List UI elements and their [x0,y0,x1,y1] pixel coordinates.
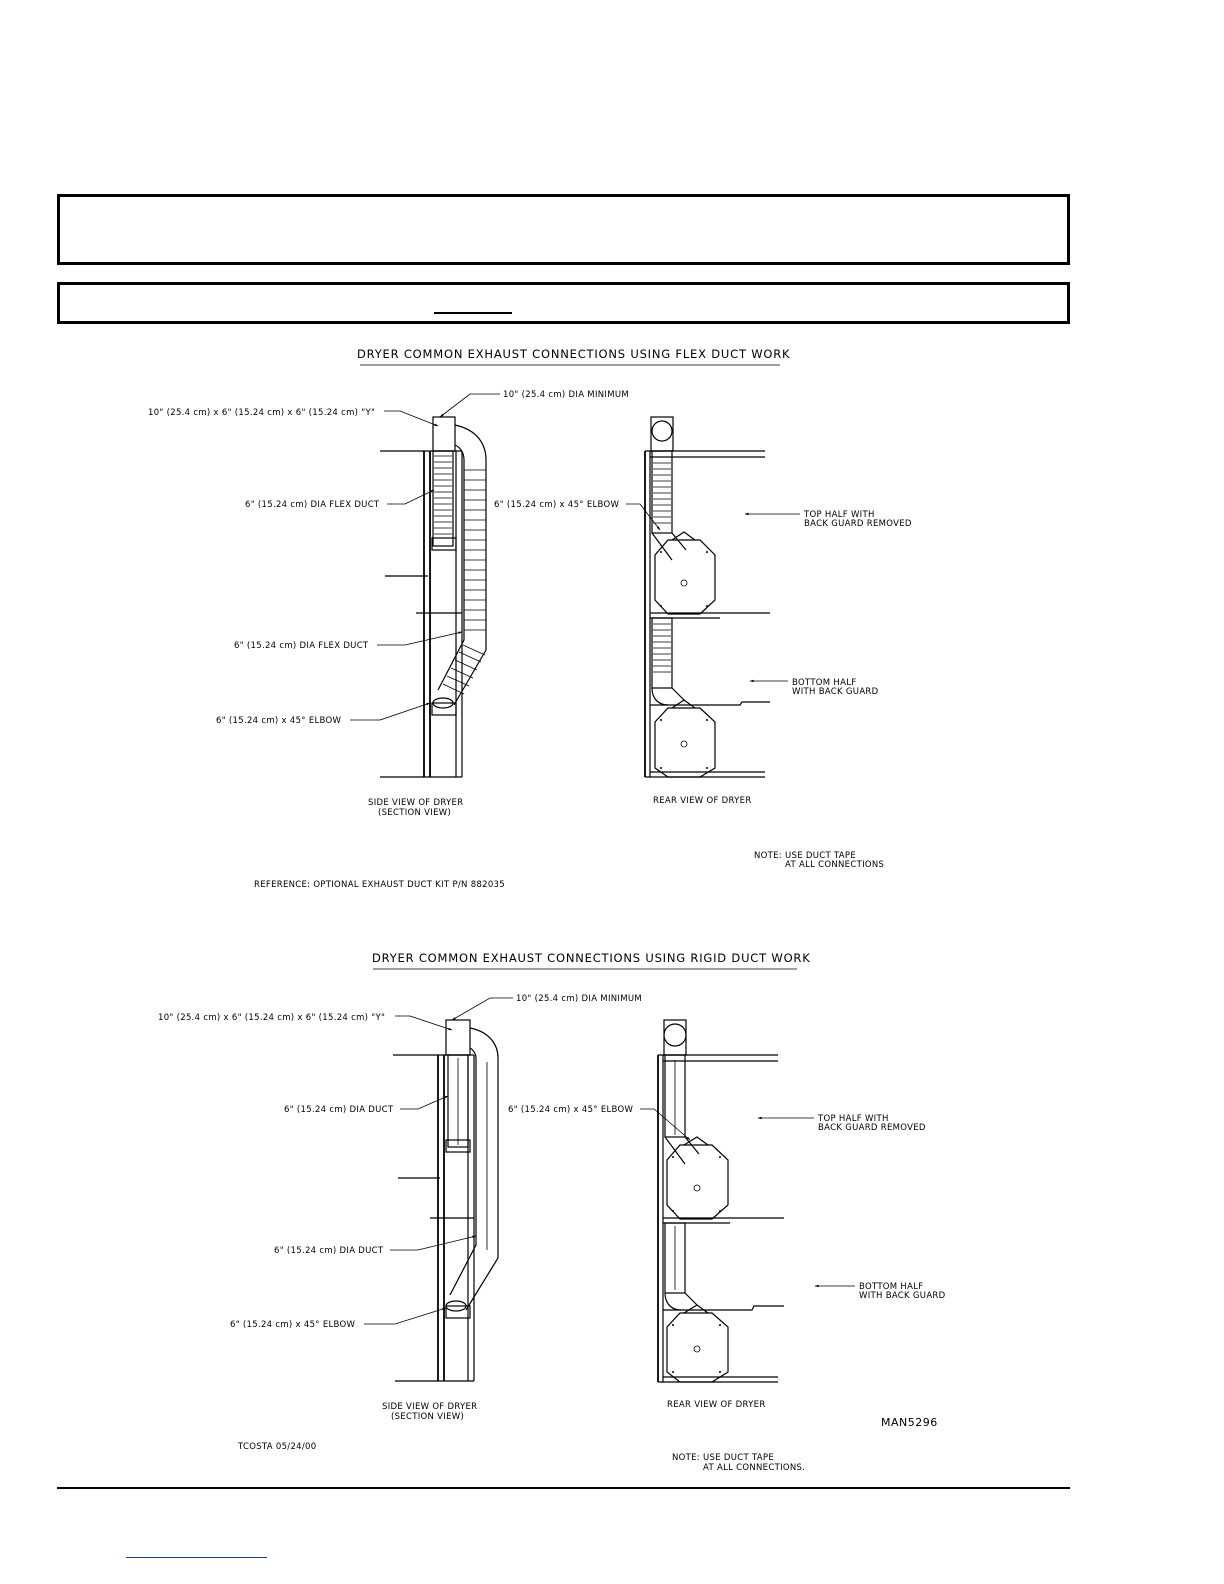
flex-y-fitting-label: 10" (25.4 cm) x 6" (15.24 cm) x 6" (15.24 cm) "Y" [148,408,376,418]
rigid-duct-lower-label: 6" (15.24 cm) DIA DUCT [274,1246,384,1256]
rigid-diagram [158,951,946,1473]
flex-duct-lower-label: 6" (15.24 cm) DIA FLEX DUCT [234,641,369,651]
rigid-section-view-label: (SECTION VIEW) [391,1412,465,1422]
flex-title: DRYER COMMON EXHAUST CONNECTIONS USING FLEX DUCT WORK [357,347,791,361]
rigid-note-line2: AT ALL CONNECTIONS. [703,1463,806,1473]
flex-note-line1: NOTE: USE DUCT TAPE [754,851,857,861]
flex-duct-upper-label: 6" (15.24 cm) DIA FLEX DUCT [245,500,380,510]
flex-back-guard-removed-label: BACK GUARD REMOVED [804,519,912,529]
flex-diagram [148,347,912,890]
flex-elbow-rear-label: 6" (15.24 cm) x 45° ELBOW [494,500,620,510]
rigid-with-back-guard-label: WITH BACK GUARD [859,1291,946,1301]
flex-top-half-label: TOP HALF WITH [804,510,875,520]
flex-section-view-label: (SECTION VIEW) [378,808,452,818]
flex-dia-min-label: 10" (25.4 cm) DIA MINIMUM [503,390,630,400]
flex-note-line2: AT ALL CONNECTIONS [785,860,885,870]
rigid-bottom-half-label: BOTTOM HALF [859,1282,924,1292]
rigid-side-view-label: SIDE VIEW OF DRYER [382,1402,478,1412]
author-date-label: TCOSTA 05/24/00 [238,1442,317,1452]
rigid-duct-upper-label: 6" (15.24 cm) DIA DUCT [284,1105,394,1115]
flex-bottom-half-label: BOTTOM HALF [792,678,857,688]
rigid-elbow-side-label: 6" (15.24 cm) x 45° ELBOW [230,1320,356,1330]
rigid-rear-view-label: REAR VIEW OF DRYER [667,1400,766,1410]
flex-reference-label: REFERENCE: OPTIONAL EXHAUST DUCT KIT P/N 882035 [254,880,505,890]
rigid-back-guard-removed-label: BACK GUARD REMOVED [818,1123,926,1133]
flex-elbow-side-label: 6" (15.24 cm) x 45° ELBOW [216,716,342,726]
rigid-side-view [158,994,642,1422]
flex-rear-view [494,417,912,806]
footer-link-underline[interactable] [126,1557,267,1558]
rigid-top-half-label: TOP HALF WITH [818,1114,889,1124]
rigid-elbow-rear-label: 6" (15.24 cm) x 45° ELBOW [508,1105,634,1115]
footer-rule [57,1487,1070,1489]
flex-side-view [148,390,629,818]
rigid-title: DRYER COMMON EXHAUST CONNECTIONS USING RIGID DUCT WORK [372,951,811,965]
flex-rear-view-label: REAR VIEW OF DRYER [653,796,752,806]
rigid-dia-min-label: 10" (25.4 cm) DIA MINIMUM [516,994,643,1004]
flex-with-back-guard-label: WITH BACK GUARD [792,687,879,697]
flex-side-view-label: SIDE VIEW OF DRYER [368,798,464,808]
rigid-note-line1: NOTE: USE DUCT TAPE [672,1453,775,1463]
rigid-rear-view [508,1020,946,1410]
rigid-y-fitting-label: 10" (25.4 cm) x 6" (15.24 cm) x 6" (15.24 cm) "Y" [158,1013,386,1023]
drawing-number: MAN5296 [881,1416,938,1429]
